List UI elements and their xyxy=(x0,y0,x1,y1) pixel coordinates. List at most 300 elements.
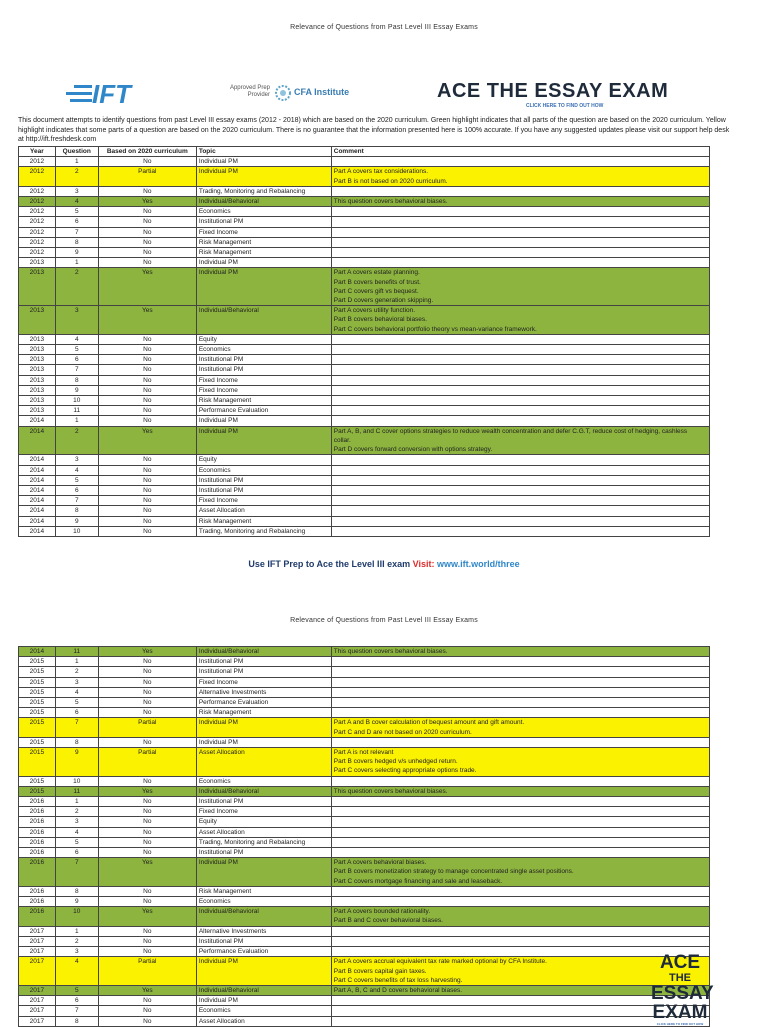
year-cell: 2014 xyxy=(19,516,56,526)
year-cell: 2014 xyxy=(19,455,56,465)
table-row xyxy=(19,406,710,416)
table-body-1 xyxy=(19,157,710,537)
year-cell: 2016 xyxy=(19,837,56,847)
comment-cell xyxy=(331,237,709,247)
question-cell: 9 xyxy=(55,748,98,777)
promo-banner[interactable] xyxy=(0,559,768,569)
topic-cell: Institutional PM xyxy=(196,365,331,375)
year-cell: 2014 xyxy=(19,475,56,485)
cfa-globe-icon xyxy=(274,84,292,102)
based-cell: No xyxy=(98,677,196,687)
question-cell: 1 xyxy=(55,416,98,426)
question-cell: 8 xyxy=(55,375,98,385)
question-cell: 6 xyxy=(55,708,98,718)
comment-cell xyxy=(331,718,709,737)
year-cell: 2017 xyxy=(19,996,56,1006)
year-cell: 2015 xyxy=(19,776,56,786)
topic-cell: Individual PM xyxy=(196,258,331,268)
promo-link[interactable]: www.ift.world/three xyxy=(436,559,520,569)
table-row xyxy=(19,848,710,858)
based-cell: No xyxy=(98,1016,196,1026)
comment-cell xyxy=(331,708,709,718)
comment-line: Part C covers benefits of tax loss harvesting. xyxy=(333,976,463,984)
table-row xyxy=(19,817,710,827)
question-cell: 10 xyxy=(55,396,98,406)
comment-line: Part B covers benefits of trust. xyxy=(333,278,421,286)
table-row xyxy=(19,776,710,786)
based-cell: No xyxy=(98,657,196,667)
topic-cell: Risk Management xyxy=(196,708,331,718)
comment-line: Part B and C cover behavioral biases. xyxy=(333,917,443,925)
question-cell: 1 xyxy=(55,797,98,807)
table-row xyxy=(19,1016,710,1026)
based-cell: No xyxy=(98,687,196,697)
year-cell: 2014 xyxy=(19,506,56,516)
comment-cell xyxy=(331,748,709,777)
table-row xyxy=(19,718,710,737)
year-cell: 2016 xyxy=(19,848,56,858)
based-cell: No xyxy=(98,926,196,936)
year-cell: 2015 xyxy=(19,687,56,697)
comment-line: Part A covers bounded rationality. xyxy=(333,908,431,916)
based-cell: Yes xyxy=(98,306,196,335)
based-cell: No xyxy=(98,827,196,837)
table-row xyxy=(19,237,710,247)
question-cell: 11 xyxy=(55,406,98,416)
topic-cell: Individual/Behavioral xyxy=(196,985,331,995)
table-row xyxy=(19,506,710,516)
based-cell: No xyxy=(98,217,196,227)
table-row xyxy=(19,306,710,335)
year-cell: 2017 xyxy=(19,936,56,946)
comment-cell xyxy=(331,907,709,926)
comment-cell xyxy=(331,217,709,227)
comment-cell xyxy=(331,886,709,896)
table-row xyxy=(19,416,710,426)
year-cell: 2013 xyxy=(19,258,56,268)
based-cell: Yes xyxy=(98,197,196,207)
table-row xyxy=(19,667,710,677)
topic-cell: Risk Management xyxy=(196,396,331,406)
based-cell: Partial xyxy=(98,718,196,737)
table-row xyxy=(19,897,710,907)
table-row xyxy=(19,807,710,817)
year-cell: 2012 xyxy=(19,197,56,207)
comment-line: Part B covers monetization strategy to manage concentrated single asset positions. xyxy=(333,868,574,876)
based-cell: No xyxy=(98,776,196,786)
question-cell: 3 xyxy=(55,947,98,957)
topic-cell: Fixed Income xyxy=(196,807,331,817)
col-header-comment: Comment xyxy=(331,147,709,157)
question-cell: 5 xyxy=(55,345,98,355)
topic-cell: Institutional PM xyxy=(196,936,331,946)
table-row xyxy=(19,1006,710,1016)
year-cell: 2016 xyxy=(19,858,56,887)
based-cell: No xyxy=(98,1006,196,1016)
topic-cell: Asset Allocation xyxy=(196,1016,331,1026)
year-cell: 2014 xyxy=(19,426,56,455)
table-row xyxy=(19,677,710,687)
year-cell: 2013 xyxy=(19,406,56,416)
table-row xyxy=(19,926,710,936)
topic-cell: Individual PM xyxy=(196,416,331,426)
question-cell: 7 xyxy=(55,718,98,737)
comment-line: Part B covers hedged v/s unhedged return. xyxy=(333,758,458,766)
ift-logo-text: IFT xyxy=(92,80,131,106)
page-title: Relevance of Questions from Past Level III Essay Exams xyxy=(290,24,478,31)
year-cell: 2017 xyxy=(19,985,56,995)
based-cell: No xyxy=(98,355,196,365)
table-row xyxy=(19,698,710,708)
question-cell: 3 xyxy=(55,817,98,827)
approved-provider-badge xyxy=(218,84,358,104)
year-cell: 2013 xyxy=(19,365,56,375)
topic-cell: Alternative Investments xyxy=(196,687,331,697)
question-cell: 9 xyxy=(55,385,98,395)
question-cell: 5 xyxy=(55,698,98,708)
based-cell: No xyxy=(98,996,196,1006)
year-cell: 2012 xyxy=(19,227,56,237)
comment-cell xyxy=(331,345,709,355)
year-cell: 2014 xyxy=(19,496,56,506)
topic-cell: Risk Management xyxy=(196,237,331,247)
based-cell: No xyxy=(98,837,196,847)
table-row xyxy=(19,258,710,268)
comment-cell xyxy=(331,426,709,455)
comment-cell xyxy=(331,817,709,827)
based-cell: No xyxy=(98,667,196,677)
topic-cell: Economics xyxy=(196,897,331,907)
topic-cell: Equity xyxy=(196,817,331,827)
comment-cell xyxy=(331,167,709,186)
questions-table-2 xyxy=(18,646,714,1027)
side-ad-sub: CLICK HERE TO FIND OUT HOW xyxy=(656,1022,704,1026)
comment-line: Part A covers accrual equivalent tax rate marked optional by CFA Institute. xyxy=(333,958,547,966)
table-row xyxy=(19,355,710,365)
question-cell: 5 xyxy=(55,475,98,485)
table-row xyxy=(19,858,710,887)
comment-line: Part A covers behavioral biases. xyxy=(333,859,427,867)
question-cell: 5 xyxy=(55,207,98,217)
comment-line: Part D covers generation skipping. xyxy=(333,297,434,305)
year-cell: 2017 xyxy=(19,1006,56,1016)
table-row xyxy=(19,837,710,847)
topic-cell: Institutional PM xyxy=(196,355,331,365)
comment-line: Part A, B, C and D covers behavioral biases. xyxy=(333,986,463,994)
promo-text: Use IFT Prep to Ace the Level III exam xyxy=(248,559,411,569)
comment-cell xyxy=(331,416,709,426)
comment-cell xyxy=(331,334,709,344)
comment-cell xyxy=(331,365,709,375)
question-cell: 9 xyxy=(55,516,98,526)
table-row xyxy=(19,516,710,526)
based-cell: No xyxy=(98,506,196,516)
based-cell: Yes xyxy=(98,647,196,657)
year-cell: 2012 xyxy=(19,248,56,258)
based-cell: No xyxy=(98,227,196,237)
based-cell: No xyxy=(98,797,196,807)
based-cell: Yes xyxy=(98,786,196,796)
year-cell: 2013 xyxy=(19,375,56,385)
topic-cell: Performance Evaluation xyxy=(196,947,331,957)
year-cell: 2016 xyxy=(19,907,56,926)
topic-cell: Individual/Behavioral xyxy=(196,907,331,926)
question-cell: 8 xyxy=(55,886,98,896)
comment-cell xyxy=(331,926,709,936)
based-cell: No xyxy=(98,385,196,395)
topic-cell: Institutional PM xyxy=(196,485,331,495)
topic-cell: Individual PM xyxy=(196,996,331,1006)
comment-cell xyxy=(331,355,709,365)
ift-logo[interactable] xyxy=(66,80,164,106)
question-cell: 10 xyxy=(55,907,98,926)
question-cell: 2 xyxy=(55,936,98,946)
year-cell: 2015 xyxy=(19,698,56,708)
based-cell: No xyxy=(98,936,196,946)
question-cell: 10 xyxy=(55,526,98,536)
topic-cell: Institutional PM xyxy=(196,667,331,677)
topic-cell: Institutional PM xyxy=(196,797,331,807)
year-cell: 2015 xyxy=(19,667,56,677)
based-cell: Yes xyxy=(98,858,196,887)
table-row xyxy=(19,737,710,747)
side-ad-line3: ESSAY xyxy=(651,983,714,1004)
based-cell: No xyxy=(98,947,196,957)
question-cell: 6 xyxy=(55,217,98,227)
comment-cell xyxy=(331,897,709,907)
year-cell: 2017 xyxy=(19,926,56,936)
question-cell: 1 xyxy=(55,157,98,167)
comment-line: Part D covers forward conversion with options strategy. xyxy=(333,446,493,454)
topic-cell: Individual PM xyxy=(196,167,331,186)
comment-line: Part B covers capital gain taxes. xyxy=(333,967,427,975)
based-cell: No xyxy=(98,737,196,747)
question-cell: 8 xyxy=(55,506,98,516)
comment-cell xyxy=(331,465,709,475)
comment-cell xyxy=(331,837,709,847)
based-cell: No xyxy=(98,237,196,247)
year-cell: 2014 xyxy=(19,416,56,426)
year-cell: 2013 xyxy=(19,396,56,406)
comment-cell xyxy=(331,776,709,786)
table-row xyxy=(19,345,710,355)
side-ad-line4: EXAM xyxy=(652,1002,708,1023)
question-cell: 6 xyxy=(55,485,98,495)
question-cell: 6 xyxy=(55,355,98,365)
year-cell: 2015 xyxy=(19,677,56,687)
question-cell: 11 xyxy=(55,647,98,657)
topic-cell: Individual PM xyxy=(196,858,331,887)
table-row xyxy=(19,465,710,475)
comment-line: Part A is not relevant xyxy=(333,749,394,757)
question-cell: 8 xyxy=(55,737,98,747)
comment-cell xyxy=(331,827,709,837)
year-cell: 2016 xyxy=(19,797,56,807)
year-cell: 2014 xyxy=(19,526,56,536)
year-cell: 2015 xyxy=(19,718,56,737)
table-row xyxy=(19,365,710,375)
table-row xyxy=(19,455,710,465)
page-title-2: Relevance of Questions from Past Level III Essay Exams xyxy=(290,617,478,624)
topic-cell: Economics xyxy=(196,345,331,355)
comment-line: Part A covers utility function. xyxy=(333,307,416,315)
table-row xyxy=(19,708,710,718)
question-cell: 9 xyxy=(55,897,98,907)
comment-cell xyxy=(331,186,709,196)
question-cell: 2 xyxy=(55,426,98,455)
based-cell: No xyxy=(98,375,196,385)
year-cell: 2017 xyxy=(19,1016,56,1026)
topic-cell: Institutional PM xyxy=(196,475,331,485)
topic-cell: Individual/Behavioral xyxy=(196,786,331,796)
question-cell: 3 xyxy=(55,186,98,196)
comment-cell xyxy=(331,306,709,335)
comment-cell xyxy=(331,197,709,207)
topic-cell: Economics xyxy=(196,465,331,475)
topic-cell: Institutional PM xyxy=(196,657,331,667)
comment-cell xyxy=(331,455,709,465)
based-cell: Partial xyxy=(98,957,196,986)
topic-cell: Trading, Monitoring and Rebalancing xyxy=(196,186,331,196)
based-cell: No xyxy=(98,526,196,536)
comment-cell xyxy=(331,157,709,167)
question-cell: 1 xyxy=(55,258,98,268)
based-cell: No xyxy=(98,406,196,416)
comment-cell xyxy=(331,848,709,858)
ace-essay-headline[interactable]: ACE THE ESSAY EXAM xyxy=(437,80,669,102)
comment-cell xyxy=(331,485,709,495)
based-cell: No xyxy=(98,708,196,718)
table-row xyxy=(19,748,710,777)
table-row xyxy=(19,957,710,986)
comment-line: Part C covers gift vs bequest. xyxy=(333,287,419,295)
based-cell: No xyxy=(98,248,196,258)
based-cell: No xyxy=(98,817,196,827)
side-ad-line1: ACE xyxy=(659,952,701,973)
based-cell: No xyxy=(98,157,196,167)
comment-cell xyxy=(331,268,709,306)
based-cell: Partial xyxy=(98,748,196,777)
topic-cell: Individual PM xyxy=(196,157,331,167)
comment-line: collar. xyxy=(333,436,351,444)
question-cell: 5 xyxy=(55,837,98,847)
based-cell: No xyxy=(98,698,196,708)
topic-cell: Risk Management xyxy=(196,886,331,896)
table-row xyxy=(19,385,710,395)
topic-cell: Individual PM xyxy=(196,268,331,306)
table-row xyxy=(19,657,710,667)
topic-cell: Equity xyxy=(196,455,331,465)
topic-cell: Individual/Behavioral xyxy=(196,197,331,207)
question-cell: 4 xyxy=(55,687,98,697)
question-cell: 5 xyxy=(55,985,98,995)
topic-cell: Institutional PM xyxy=(196,848,331,858)
topic-cell: Individual/Behavioral xyxy=(196,647,331,657)
question-cell: 1 xyxy=(55,926,98,936)
promo-visit: Visit: xyxy=(412,559,435,569)
comment-line: Part C covers mortgage financing and sale and leaseback. xyxy=(333,877,503,885)
table-row xyxy=(19,334,710,344)
based-cell: No xyxy=(98,465,196,475)
topic-cell: Individual PM xyxy=(196,718,331,737)
based-cell: No xyxy=(98,475,196,485)
question-cell: 4 xyxy=(55,334,98,344)
question-cell: 7 xyxy=(55,365,98,375)
based-cell: No xyxy=(98,897,196,907)
col-header-based: Based on 2020 curriculum xyxy=(98,147,196,157)
comment-cell xyxy=(331,258,709,268)
comment-cell xyxy=(331,248,709,258)
topic-cell: Economics xyxy=(196,1006,331,1016)
table-row xyxy=(19,157,710,167)
topic-cell: Individual PM xyxy=(196,737,331,747)
table-row xyxy=(19,375,710,385)
year-cell: 2013 xyxy=(19,355,56,365)
comment-cell xyxy=(331,375,709,385)
question-cell: 2 xyxy=(55,167,98,186)
topic-cell: Economics xyxy=(196,776,331,786)
table-row xyxy=(19,227,710,237)
based-cell: Yes xyxy=(98,985,196,995)
table-row xyxy=(19,167,710,186)
topic-cell: Asset Allocation xyxy=(196,506,331,516)
topic-cell: Fixed Income xyxy=(196,496,331,506)
year-cell: 2015 xyxy=(19,786,56,796)
question-cell: 8 xyxy=(55,1016,98,1026)
year-cell: 2016 xyxy=(19,827,56,837)
find-out-how-link[interactable]: CLICK HERE TO FIND OUT HOW xyxy=(526,103,604,109)
comment-cell xyxy=(331,737,709,747)
topic-cell: Performance Evaluation xyxy=(196,698,331,708)
based-cell: No xyxy=(98,345,196,355)
question-cell: 2 xyxy=(55,667,98,677)
comment-line: This question covers behavioral biases. xyxy=(333,787,448,795)
question-cell: 3 xyxy=(55,677,98,687)
comment-cell xyxy=(331,496,709,506)
table-body-2 xyxy=(19,647,714,1027)
question-cell: 7 xyxy=(55,858,98,887)
year-cell: 2014 xyxy=(19,485,56,495)
comment-cell xyxy=(331,516,709,526)
comment-cell xyxy=(331,698,709,708)
year-cell: 2016 xyxy=(19,817,56,827)
topic-cell: Fixed Income xyxy=(196,385,331,395)
question-cell: 2 xyxy=(55,807,98,817)
table-row xyxy=(19,786,710,796)
table-row xyxy=(19,426,710,455)
topic-cell: Trading, Monitoring and Rebalancing xyxy=(196,837,331,847)
comment-cell xyxy=(331,657,709,667)
based-cell: Yes xyxy=(98,268,196,306)
col-header-question: Question xyxy=(55,147,98,157)
col-header-year: Year xyxy=(19,147,56,157)
based-cell: No xyxy=(98,886,196,896)
side-ad-line2: THE xyxy=(669,972,691,984)
comment-line: Part B is not based on 2020 curriculum. xyxy=(333,177,448,185)
year-cell: 2013 xyxy=(19,334,56,344)
ace-side-ad[interactable] xyxy=(651,952,714,1026)
table-header-row xyxy=(19,147,710,157)
year-cell: 2012 xyxy=(19,167,56,186)
topic-cell: Fixed Income xyxy=(196,227,331,237)
comment-cell xyxy=(331,385,709,395)
comment-cell xyxy=(331,858,709,887)
table-row xyxy=(19,797,710,807)
topic-cell: Equity xyxy=(196,334,331,344)
based-cell: Partial xyxy=(98,167,196,186)
comment-line: Part A covers tax considerations. xyxy=(333,168,429,176)
table-row xyxy=(19,687,710,697)
